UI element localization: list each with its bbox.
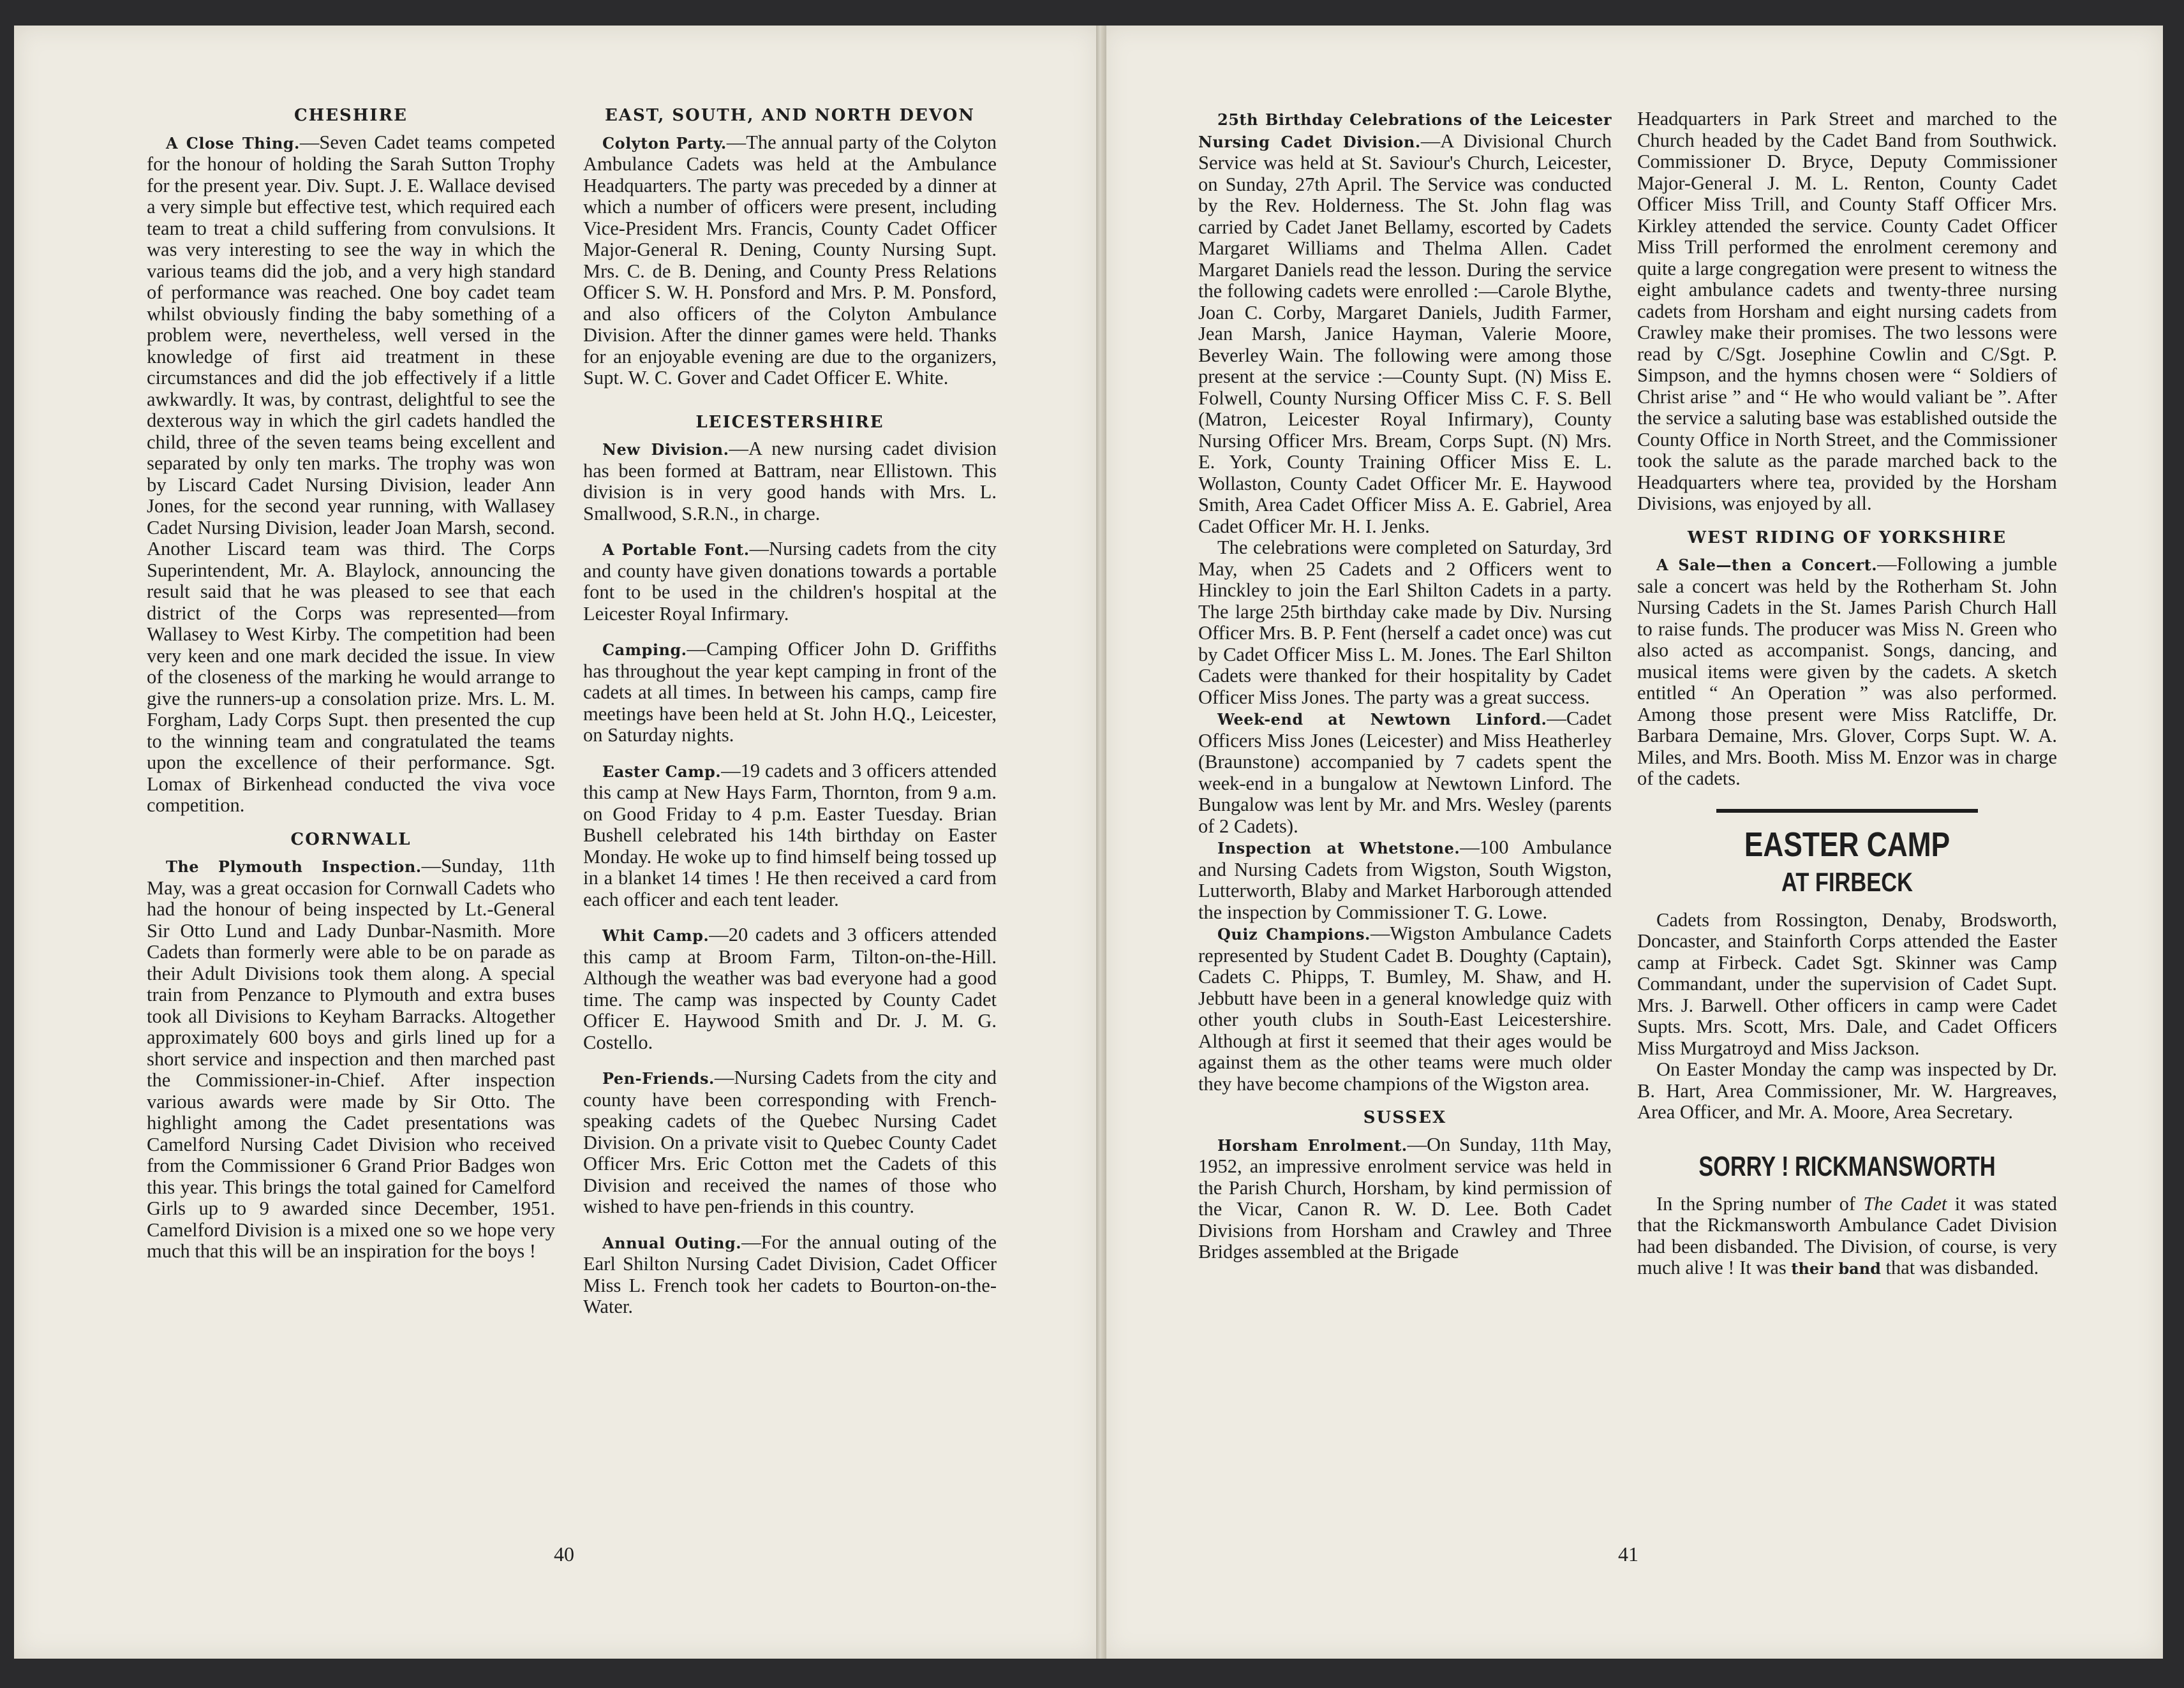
paragraph-portable-font: A Portable Font.—Nursing cadets from the city and county have given donations towards a portable font to be used in the children's hospital at the Leicester Royal Infirmary. xyxy=(583,538,997,625)
subheading-annual-outing: Annual Outing. xyxy=(602,1233,742,1252)
subheading-plymouth-inspection: The Plymouth Inspection. xyxy=(166,857,422,876)
paragraph-close-thing: A Close Thing.—Seven Cadet teams competed for the honour of holding the Sarah Sutton Trophy for the present year. Div. Supt. J. E. Wallace devised a very simple but effective test, which required each team to treat a child suffering from convulsions. It was very interesting to see the way in which the various teams did the job, and a very high standard of performance was reached. One boy cadet team whilst obviously finding the baby something of a problem were, nevertheless, well versed in the knowledge of first aid treatment in these circumstances and did the job effectively if a little awkwardly. It was, by contrast, delightful to see the dexterous way in which the girl cadets handled the child, three of the seven teams being excellent and separated by only ten marks. The trophy was won by Liscard Cadet Nursing Division, leader Ann Jones, for the second year running, with Wallasey Cadet Nursing Division, leader Joan Marsh, second. Another Liscard team was third. The Corps Superintendent, Mr. A. Blaylock, announcing the result said that he was pleased to see that each district of the Corps was represented—from Wallasey to West Kirby. The competition had been very keen and one mark decided the issue. In view of the closeness of the marking he would arrange to give the runners-up a consolation prize. Mrs. L. M. Forgham, Lady Corps Supt. then presented the cup to the winning team and congratulated the teams upon the excellence of their performance. Sgt. Lomax of Birkenhead conducted the viva voce competition. xyxy=(147,131,555,816)
subheading-colyton-party: Colyton Party. xyxy=(602,133,727,152)
paragraph-celebrations: The celebrations were completed on Saturday, 3rd May, when 25 Cadets and 2 Officers went to Hinckley to join the Earl Shilton Cadets in a party. The large 25th birthday cake made by Div. Nursing Officer Mrs. B. P. Fent (herself a cadet once) was cut by Cadet Officer Miss L. M. Jones. The Earl Shilton Cadets were thanked for their hospitality by Cadet Officer Miss Jones. The party was a great success. xyxy=(1198,537,1612,708)
column-1 xyxy=(147,105,555,1541)
subheading-portable-font: A Portable Font. xyxy=(602,540,750,559)
paragraph-firbeck-monday: On Easter Monday the camp was inspected by Dr. B. Hart, Area Commissioner, Mr. W. Hargreaves, Area Officer, and Mr. A. Moore, Area Secretary. xyxy=(1637,1058,2057,1123)
emphasis-their-band: their band xyxy=(1791,1259,1881,1278)
subheading-camping: Camping. xyxy=(602,640,687,659)
paragraph-horsham-continued: Headquarters in Park Street and marched to the Church headed by the Cadet Band from Southwick. Commissioner D. Bryce, Deputy Commissioner Major-General J. M. L. Renton, County Cadet Officer Miss Trill, and County Staff Officer Mrs. Kirkley attended the service. County Cadet Officer Miss Trill performed the enrolment ceremony and quite a large congregation were present to witness the eight ambulance cadets and twenty-three nursing cadets from Horsham and eight nursing cadets from Crawley make their promises. The two lessons were read by C/Sgt. Josephine Cowlin and C/Sgt. P. Simpson, and the hymns chosen were “ Soldiers of Christ arise ” and “ He who would valiant be ”. After the service a saluting base was established outside the County Office in North Street, and the Commissioner took the salute as the parade marched back to the Headquarters where tea, provided by the Horsham Divisions, was enjoyed by all. xyxy=(1637,108,2057,514)
subheading-close-thing: A Close Thing. xyxy=(166,133,300,152)
subheading-whetstone: Inspection at Whetstone. xyxy=(1217,839,1460,857)
section-heading-cornwall: CORNWALL xyxy=(290,829,412,849)
subheading-sale-concert: A Sale—then a Concert. xyxy=(1656,556,1878,574)
paragraph-whetstone: Inspection at Whetstone.—100 Ambulance and Nursing Cadets from Wigston, South Wigston, Lutterworth, Blaby and Market Harborough attended the inspection by Commissioner T. G. Lowe. xyxy=(1198,836,1612,923)
paragraph-sale-concert: A Sale—then a Concert.—Following a jumble sale a concert was held by the Rotherham St. John Nursing Cadets in the St. James Parish Church Hall to raise funds. The producer was Miss N. Green who also acted as accompanist. Songs, dancing, and musical items were given by the cadets. A sketch entitled “ An Operation ” was also performed. Among those present were Miss Ratcliffe, Dr. Barbara Demaine, Mrs. Glover, Corps Supt. W. A. Miles, and Mrs. Booth. Miss M. Enzor was in charge of the cadets. xyxy=(1637,553,2057,789)
paragraph-quiz-champions: Quiz Champions.—Wigston Ambulance Cadets represented by Student Cadet B. Doughty (Captain), Cadets C. Phipps, T. Bumley, M. Shaw, and H. Jebbutt have been in a general knowledge quiz with other youth clubs in South-East Leicestershire. Although at first it seemed that their ages would be against them as the other teams were much older they have become champions of the Wigston area. xyxy=(1198,922,1612,1095)
paragraph-easter-camp: Easter Camp.—19 cadets and 3 officers attended this camp at New Hays Farm, Thornton, from 9 a.m. on Good Friday to 4 p.m. Easter Tuesday. Brian Bushell celebrated his 14th birthday on Easter Monday. He woke up to find himself being tossed up in a blanket 14 times ! He then received a card from each officer and each tent leader. xyxy=(583,759,997,910)
paragraph-week-end: Week-end at Newtown Linford.—Cadet Officers Miss Jones (Leicester) and Miss Heatherley (Braunstone) accompanied by 7 cadets spent the week-end in a bungalow at Newtown Linford. The Bungalow was lent by Mr. and Mrs. Wesley (parents of 2 Cadets). xyxy=(1198,707,1612,837)
section-heading-devon: EAST, SOUTH, AND NORTH DEVON xyxy=(604,106,976,125)
paragraph-horsham-enrolment: Horsham Enrolment.—On Sunday, 11th May, 1952, an impressive enrolment service was held in the Parish Church, Horsham, by kind permission of the Vicar, Canon R. W. D. Lee. Both Cadet Divisions from Horsham and Crawley and Three Bridges assembled at the Brigade xyxy=(1198,1133,1612,1262)
headline-sorry-rickmansworth: SORRY ! RICKMANSWORTH xyxy=(1698,1150,1996,1182)
paragraph-annual-outing: Annual Outing.—For the annual outing of the Earl Shilton Nursing Cadet Division, Cadet Officer Miss L. French took her cadets to Bourton-on-the-Water. xyxy=(583,1231,997,1317)
paragraph-colyton-party: Colyton Party.—The annual party of the Colyton Ambulance Cadets was held at the Ambulance Headquarters. The party was preceded by a dinner at which a number of officers were present, including Vice-President Mrs. Francis, County Cadet Officer Major-General R. Dening, County Nursing Supt. Mrs. C. de B. Dening, and County Press Relations Officer S. W. H. Ponsford and Mrs. P. M. Ponsford, and also officers of the Colyton Ambulance Division. After the dinner games were held. Thanks for an enjoyable evening are due to the organizers, Supt. W. C. Gover and Cadet Officer E. White. xyxy=(583,131,997,389)
paragraph-firbeck: Cadets from Rossington, Denaby, Brodsworth, Doncaster, and Stainforth Corps attended the Easter camp at Firbeck. Cadet Sgt. Skinner was Camp Commandant, under the supervision of Cadet Supt. Mrs. J. Barwell. Other officers in camp were Cadet Supts. Mrs. Scott, Mrs. Dale, and Cadet Officers Miss Murgatroyd and Miss Jackson. xyxy=(1637,908,2057,1059)
column-3 xyxy=(1198,108,1612,1541)
page-number-right: 41 xyxy=(1618,1543,1638,1566)
subheading-horsham-enrolment: Horsham Enrolment. xyxy=(1217,1136,1408,1155)
subheading-quiz-champions: Quiz Champions. xyxy=(1217,925,1371,944)
paragraph-pen-friends: Pen-Friends.—Nursing Cadets from the city and county have been corresponding with French-speaking cadets of the Quebec Nursing Cadet Division. On a private visit to Quebec County Cadet Officer Mrs. Eric Cotton met the Cadets of this Division and received the names of those who wished to have pen-friends in this country. xyxy=(583,1067,997,1217)
paragraph-new-division: New Division.—A new nursing cadet division has been formed at Battram, near Ellistown. This division is in very good hands with Mrs. L. Smallwood, S.R.N., in charge. xyxy=(583,438,997,524)
section-heading-west-riding: WEST RIDING OF YORKSHIRE xyxy=(1687,528,2007,547)
column-4 xyxy=(1637,108,2057,1541)
page-number-left: 40 xyxy=(554,1543,574,1566)
divider-rule xyxy=(1716,809,1978,813)
section-heading-sussex: SUSSEX xyxy=(1363,1108,1447,1127)
paragraph-whit-camp: Whit Camp.—20 cadets and 3 officers attended this camp at Broom Farm, Tilton-on-the-Hill. Although the weather was bad everyone had a good time. The camp was inspected by County Cadet Officer E. Haywood Smith and Dr. J. M. G. Costello. xyxy=(583,924,997,1053)
subheading-week-end: Week-end at Newtown Linford. xyxy=(1217,710,1547,729)
section-heading-cheshire: CHESHIRE xyxy=(293,106,408,125)
subheading-pen-friends: Pen-Friends. xyxy=(602,1069,715,1088)
headline-easter-camp: EASTER CAMP xyxy=(1744,825,1950,864)
subheading-new-division: New Division. xyxy=(602,440,729,459)
magazine-title: The Cadet xyxy=(1863,1192,1947,1215)
paragraph-rickmansworth: In the Spring number of The Cadet it was stated that the Rickmansworth Ambulance Cadet Division had been disbanded. The Division, of course, is very much alive ! It was their band that was disbanded. xyxy=(1637,1192,2057,1278)
section-heading-leicestershire: LEICESTERSHIRE xyxy=(695,412,884,432)
subheading-25th-birthday: 25th Birthday Celebrations of the Leicester Nursing Cadet Division. xyxy=(1198,110,1612,151)
paragraph-25th-birthday: 25th Birthday Celebrations of the Leicester Nursing Cadet Division.—A Divisional Church Service was held at St. Saviour's Church, Leicester, on Sunday, 27th April. The Service was conducted by the Rev. Holderness. The St. John flag was carried by Cadet Janet Bellamy, escorted by Cadets Margaret Williams and Thelma Allen. Cadet Margaret Daniels read the lesson. During the service the following cadets were enrolled :—Carole Blythe, Joan C. Corby, Margaret Daniels, Judith Farmer, Jean Marsh, Janice Hayman, Valerie Moore, Beverley Wain. The following were among those present at the service :—County Supt. (N) Miss E. Folwell, County Nursing Officer Miss C. F. S. Bell (Matron, Leicester Royal Infirmary), County Nursing Officer Mrs. Bream, Corps Supt. (N) Mrs. E. York, County Training Officer Miss E. L. Wollaston, County Cadet Officer Mr. E. Haywood Smith, Area Cadet Officer Miss A. E. Gabriel, Area Cadet Officer Mr. H. I. Jenks. xyxy=(1198,110,1612,537)
paragraph-camping: Camping.—Camping Officer John D. Griffiths has throughout the year kept camping in front of the cadets at all times. In between his camps, camp fire meetings have been held at St. John H.Q., Leicester, on Saturday nights. xyxy=(583,638,997,746)
column-2 xyxy=(583,105,997,1541)
spine-gutter xyxy=(1096,26,1106,1659)
subheading-whit-camp: Whit Camp. xyxy=(602,926,709,945)
headline-at-firbeck: AT FIRBECK xyxy=(1781,866,1913,897)
paragraph-plymouth-inspection: The Plymouth Inspection.—Sunday, 11th May, was a great occasion for Cornwall Cadets who had the honour of being inspected by Lt.-General Sir Otto Lund and Lady Dunbar-Nasmith. More Cadets than formerly were able to be on parade as their Adult Divisions took them along. A special train from Penzance to Plymouth and extra buses took all Divisions to Keyham Barracks. Altogether approximately 600 boys and girls lined up for a short service and inspection and then marched past the Commissioner-in-Chief. After inspection various awards were made by Sir Otto. The highlight among the Cadet presentations was Camelford Nursing Cadet Division who received from the Commissioner 6 Grand Prior Badges won this year. This brings the total gained for Camelford Girls up to 9 awarded since December, 1951. Camelford Division is a mixed one so we hope very much that this will be an inspiration for the boys ! xyxy=(147,855,555,1262)
subheading-easter-camp: Easter Camp. xyxy=(602,762,722,781)
